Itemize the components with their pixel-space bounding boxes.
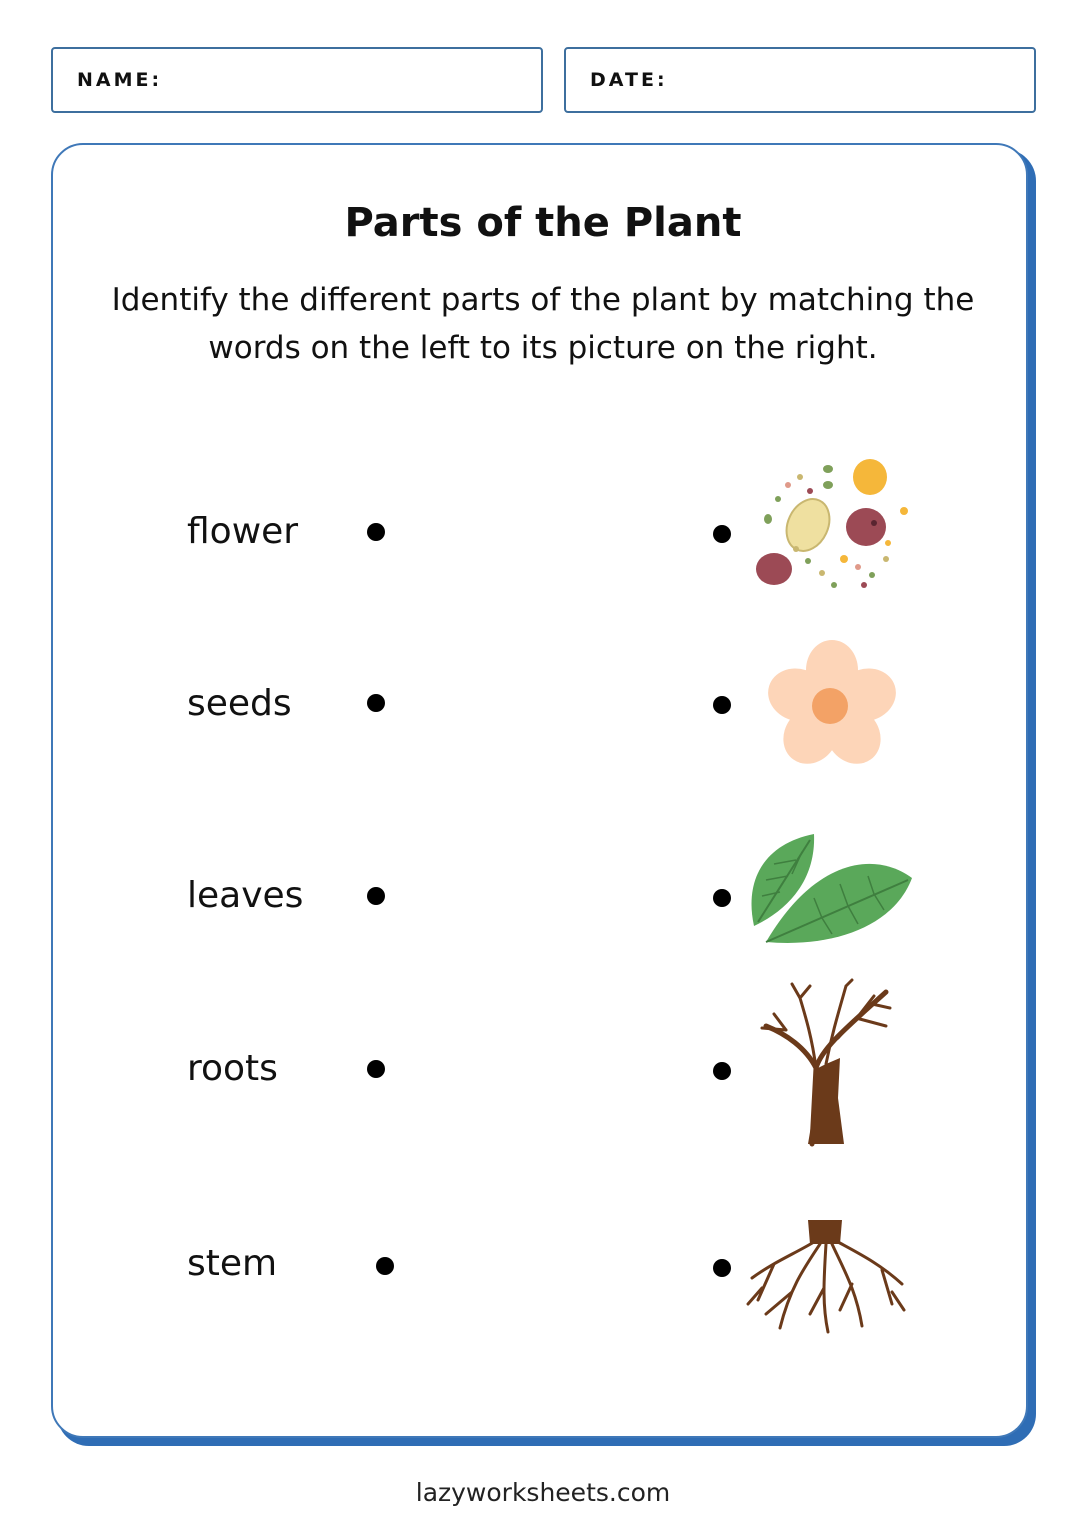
right-dot-2[interactable]	[713, 696, 731, 714]
seeds-icon	[748, 455, 918, 600]
left-dot-stem[interactable]	[376, 1257, 394, 1275]
name-field[interactable]	[51, 47, 543, 113]
leaves-icon	[744, 830, 916, 948]
right-dot-5[interactable]	[713, 1259, 731, 1277]
right-dot-1[interactable]	[713, 525, 731, 543]
roots-icon	[744, 1218, 906, 1336]
flower-icon	[764, 640, 900, 776]
left-dot-flower[interactable]	[367, 523, 385, 541]
name-label: NAME:	[77, 69, 163, 91]
stem-icon	[756, 978, 896, 1148]
word-leaves: leaves	[187, 875, 304, 916]
date-field[interactable]	[564, 47, 1036, 113]
right-dot-3[interactable]	[713, 889, 731, 907]
word-seeds: seeds	[187, 683, 292, 724]
instructions-text: Identify the different parts of the plant by matching the words on the left to its picture on the right.	[111, 282, 975, 366]
footer-website: lazyworksheets.com	[415, 1478, 671, 1507]
date-label: DATE:	[590, 69, 668, 91]
right-dot-4[interactable]	[713, 1062, 731, 1080]
word-roots: roots	[187, 1048, 278, 1089]
word-flower: flower	[187, 511, 299, 552]
left-dot-roots[interactable]	[367, 1060, 385, 1078]
left-dot-seeds[interactable]	[367, 694, 385, 712]
word-stem: stem	[187, 1243, 278, 1284]
page-title: Parts of the Plant	[344, 200, 742, 246]
left-dot-leaves[interactable]	[367, 887, 385, 905]
